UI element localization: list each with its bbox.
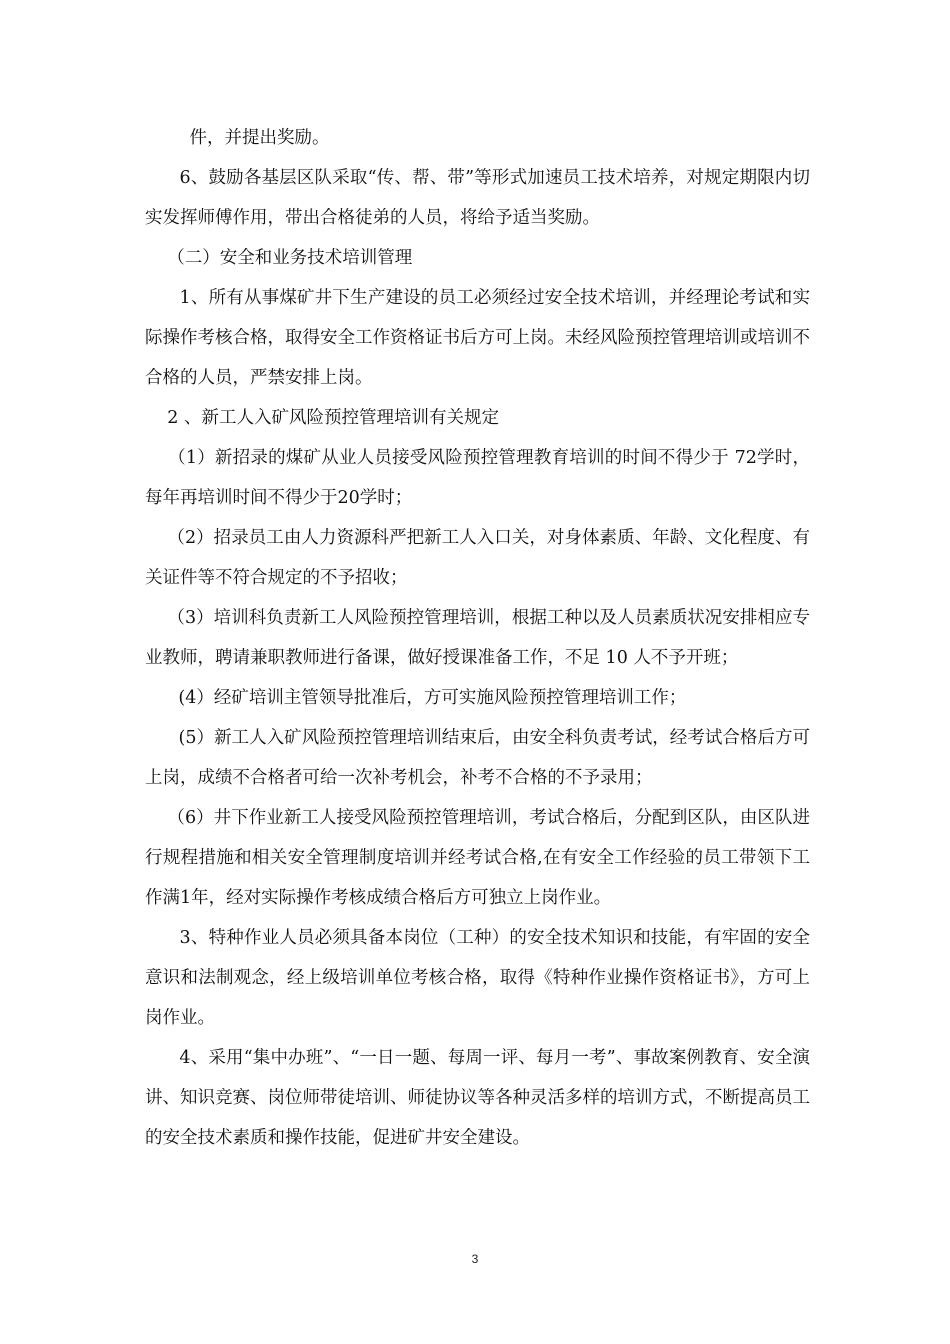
- paragraph: 1、所有从事煤矿井下生产建设的员工必须经过安全技术培训，并经理论考试和实际操作考核合格，取得安全工作资格证书后方可上岗。未经风险预控管理培训或培训不合格的人员，严禁安排上岗。: [145, 288, 810, 388]
- paragraph: 6、鼓励各基层区队采取“传、帮、带”等形式加速员工技术培养，对规定期限内切实发挥师傅作用，带出合格徒弟的人员，将给予适当奖励。: [145, 168, 810, 228]
- paragraph: 件，并提出奖励。: [145, 128, 330, 148]
- list-item: (4）经矿培训主管领导批准后，方可实施风险预控管理培训工作；: [145, 688, 687, 708]
- list-item: (5）新工人入矿风险预控管理培训结束后，由安全科负责考试，经考试合格后方可上岗，成绩不合格者可给一次补考机会，补考不合格的不予录用；: [145, 728, 810, 788]
- list-item: （6）井下作业新工人接受风险预控管理培训，考试合格后，分配到区队，由区队进行规程措施和相关安全管理制度培训并经考试合格,在有安全工作经验的员工带领下工作满1年，经对实际操作考核成绩合格后方可独立上岗作业。: [145, 808, 810, 908]
- list-item: （2）招录员工由人力资源科严把新工人入口关，对身体素质、年龄、文化程度、有关证件等不符合规定的不予招收；: [145, 528, 810, 588]
- page-number: 3: [471, 1252, 479, 1266]
- section-heading: （二）安全和业务技术培训管理: [145, 248, 413, 268]
- document-body: [145, 118, 810, 1158]
- paragraph: 4、采用“集中办班”、“一日一题、每周一评、每月一考”、事故案例教育、安全演讲、知识竞赛、岗位师带徒培训、师徒协议等各种灵活多样的培训方式，不断提高员工的安全技术素质和操作技能，促进矿井安全建设。: [145, 1048, 810, 1148]
- paragraph: 3、特种作业人员必须具备本岗位（工种）的安全技术知识和技能，有牢固的安全意识和法制观念，经上级培训单位考核合格，取得《特种作业操作资格证书》，方可上岗作业。: [145, 928, 810, 1028]
- list-item: （3）培训科负责新工人风险预控管理培训，根据工种以及人员素质状况安排相应专业教师，聘请兼职教师进行备课，做好授课准备工作，不足 10 人不予开班；: [145, 608, 810, 668]
- list-item: （1）新招录的煤矿从业人员接受风险预控管理教育培训的时间不得少于 72学时，每年再培训时间不得少于20学时；: [145, 448, 810, 508]
- subsection-heading: 2 、新工人入矿风险预控管理培训有关规定: [145, 408, 499, 428]
